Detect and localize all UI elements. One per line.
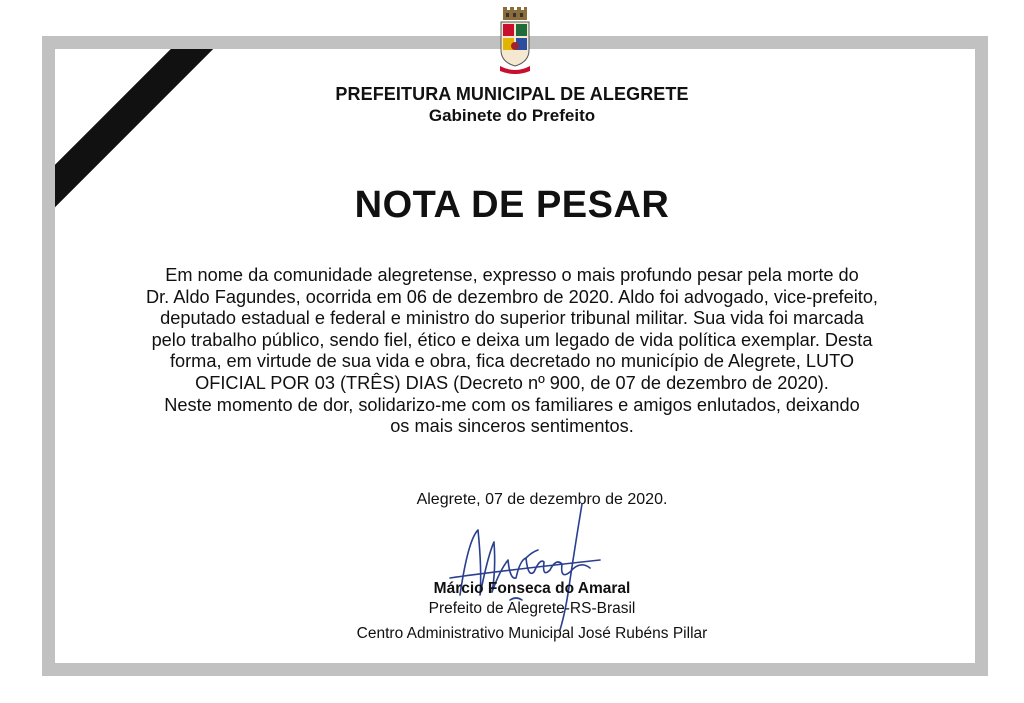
body-line: Em nome da comunidade alegretense, expresso o mais profundo pesar pela morte do (165, 265, 859, 285)
signer-name: Márcio Fonseca do Amaral (433, 580, 631, 597)
footer-address: Centro Administrativo Municipal José Rubéns Pillar (356, 625, 708, 642)
body-line: pelo trabalho público, sendo fiel, ético e deixa um legado de vida política exemplar. Desta (151, 329, 873, 350)
body-line: os mais sinceros sentimentos. (390, 416, 634, 437)
municipal-crest-icon (497, 6, 533, 76)
body-line: deputado estadual e federal e ministro do superior tribunal militar. Sua vida foi marcada (160, 308, 864, 329)
handwritten-signature (430, 500, 610, 640)
body-line: OFICIAL POR 03 (TRÊS) DIAS (Decreto nº 900, de 07 de dezembro de 2020). (195, 372, 829, 393)
body-line: forma, em virtude de sua vida e obra, fica decretado no município de Alegrete, LUTO (169, 351, 855, 372)
body-line: Neste momento de dor, solidarizo-me com os familiares e amigos enlutados, deixando (164, 394, 860, 415)
document-title: NOTA DE PESAR (354, 184, 670, 226)
condolence-body (100, 265, 924, 438)
body-line: Dr. Aldo Fagundes, ocorrida em 06 de dezembro de 2020. Aldo foi advogado, vice-prefeito, (145, 286, 878, 307)
office-name: Gabinete do Prefeito (428, 106, 596, 125)
signer-role: Prefeito de Alegrete-RS-Brasil (428, 600, 636, 617)
place-date: Alegrete, 07 de dezembro de 2020. (416, 491, 668, 508)
org-name: PREFEITURA MUNICIPAL DE ALEGRETE (335, 84, 689, 104)
